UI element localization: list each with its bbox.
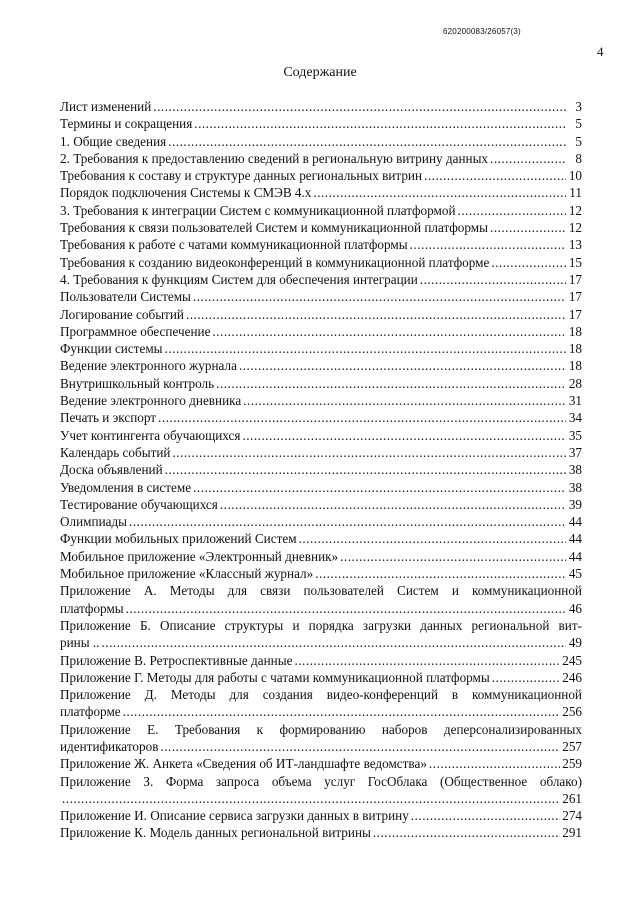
toc-entry-title: Порядок подключения Системы к СМЭВ 4.х bbox=[60, 185, 312, 201]
dot-leader bbox=[193, 288, 566, 305]
toc-page-number: 17 bbox=[568, 306, 582, 322]
toc-page-number: 13 bbox=[568, 237, 582, 253]
document-id: 620200083/26057(3) bbox=[443, 27, 521, 36]
toc-page-number: 49 bbox=[568, 635, 582, 651]
toc-entry[interactable] bbox=[60, 807, 582, 824]
toc-entry[interactable] bbox=[60, 427, 582, 444]
dot-leader bbox=[490, 150, 566, 167]
toc-entry[interactable] bbox=[60, 133, 582, 150]
page-number: 4 bbox=[597, 44, 604, 59]
toc-entry[interactable] bbox=[60, 254, 582, 271]
dot-leader bbox=[429, 755, 560, 772]
toc-entry-title: Мобильное приложение «Электронный дневник» bbox=[60, 548, 339, 564]
toc-entry[interactable] bbox=[60, 479, 582, 496]
dot-leader bbox=[158, 409, 566, 426]
toc-entry[interactable] bbox=[60, 271, 582, 288]
dot-leader bbox=[194, 115, 566, 132]
toc-entry-title: Олимпиады bbox=[60, 514, 128, 530]
toc-entry[interactable] bbox=[60, 565, 582, 582]
toc-entry[interactable] bbox=[60, 167, 582, 184]
dot-leader bbox=[129, 513, 566, 530]
toc-entry-title: Печать и экспорт bbox=[60, 410, 157, 426]
toc-page-number: 18 bbox=[568, 323, 582, 339]
toc-entry[interactable] bbox=[60, 617, 582, 652]
dot-leader bbox=[313, 184, 566, 201]
toc-page-number: 291 bbox=[562, 825, 582, 841]
toc-entry-title-line2: идентификаторов bbox=[60, 738, 159, 754]
dot-leader bbox=[168, 133, 566, 150]
dot-leader bbox=[216, 375, 566, 392]
toc-entry-title-line1: Приложение Е. Требования к формированию наборов деперсонализированных bbox=[60, 721, 582, 737]
toc-entry[interactable] bbox=[60, 115, 582, 132]
toc-entry-title: Ведение электронного дневника bbox=[60, 393, 242, 409]
toc-page-number: 246 bbox=[562, 669, 582, 685]
toc-entry-title: Тестирование обучающихся bbox=[60, 496, 218, 512]
toc-entry-title: Внутришкольный контроль bbox=[60, 375, 215, 391]
table-of-contents bbox=[60, 98, 582, 842]
toc-entry-title: Мобильное приложение «Классный журнал» bbox=[60, 566, 314, 582]
toc-page-number: 37 bbox=[568, 444, 582, 460]
toc-entry[interactable] bbox=[60, 548, 582, 565]
toc-entry[interactable] bbox=[60, 288, 582, 305]
toc-page-number: 245 bbox=[562, 652, 582, 668]
dot-leader bbox=[242, 427, 566, 444]
dot-leader bbox=[172, 444, 566, 461]
toc-page-number: 261 bbox=[562, 790, 582, 806]
dot-leader bbox=[299, 530, 566, 547]
toc-entry[interactable] bbox=[60, 530, 582, 547]
dot-leader bbox=[492, 669, 560, 686]
toc-entry[interactable] bbox=[60, 219, 582, 236]
dot-leader bbox=[243, 392, 566, 409]
toc-entry-title: 4. Требования к функциям Систем для обеспечения интеграции bbox=[60, 271, 418, 287]
toc-entry[interactable] bbox=[60, 513, 582, 530]
toc-entry[interactable] bbox=[60, 98, 582, 115]
toc-entry[interactable] bbox=[60, 340, 582, 357]
toc-entry[interactable] bbox=[60, 755, 582, 772]
toc-page-number: 38 bbox=[568, 462, 582, 478]
page-title: Содержание bbox=[283, 65, 357, 80]
toc-entry-title: 2. Требования к предоставлению сведений в региональную витрину данных bbox=[60, 150, 489, 166]
toc-entry-title: Требования к связи пользователей Систем и коммуникационной платформы bbox=[60, 220, 488, 236]
toc-page-number: 12 bbox=[568, 202, 582, 218]
toc-page-number: 44 bbox=[568, 548, 582, 564]
toc-entry-title-line1: Приложение З. Форма запроса объема услуг ГосОблака (Общественное облако) bbox=[60, 773, 582, 789]
toc-entry-title: Программное обеспечение bbox=[60, 323, 211, 339]
toc-entry-title-line2: платформе bbox=[60, 704, 121, 720]
toc-page-number: 44 bbox=[568, 514, 582, 530]
toc-entry[interactable] bbox=[60, 461, 582, 478]
toc-entry[interactable] bbox=[60, 444, 582, 461]
dot-leader bbox=[220, 496, 566, 513]
dot-leader bbox=[458, 202, 566, 219]
dot-leader bbox=[153, 98, 566, 115]
toc-page-number: 274 bbox=[562, 808, 582, 824]
toc-entry-title: 3. Требования к интеграции Систем с коммуникационной платформой bbox=[60, 202, 456, 218]
toc-entry-title: Требования к созданию видеоконференций в коммуникационной платформе bbox=[60, 254, 490, 270]
toc-entry-title: Термины и сокращения bbox=[60, 116, 193, 132]
toc-entry-title: Доска объявлений bbox=[60, 462, 163, 478]
dot-leader bbox=[340, 548, 566, 565]
toc-page-number: 28 bbox=[568, 375, 582, 391]
dot-leader bbox=[420, 271, 566, 288]
toc-page-number: 12 bbox=[568, 220, 582, 236]
toc-entry[interactable] bbox=[60, 323, 582, 340]
toc-entry[interactable] bbox=[60, 773, 582, 808]
toc-entry[interactable] bbox=[60, 150, 582, 167]
toc-entry-title: Функции системы bbox=[60, 341, 163, 357]
toc-page-number: 45 bbox=[568, 566, 582, 582]
toc-entry-title-line1: Приложение Б. Описание структуры и порядка загрузки данных региональной вит- bbox=[60, 617, 582, 633]
toc-entry-title: Требования к составу и структуре данных региональных витрин bbox=[60, 168, 423, 184]
toc-entry[interactable] bbox=[60, 184, 582, 201]
toc-entry-title: Календарь событий bbox=[60, 444, 171, 460]
toc-entry[interactable] bbox=[60, 236, 582, 253]
toc-page-number: 17 bbox=[568, 289, 582, 305]
toc-entry-title: Требования к работе с чатами коммуникационной платформы bbox=[60, 237, 408, 253]
toc-page-number: 38 bbox=[568, 479, 582, 495]
dot-leader bbox=[424, 167, 566, 184]
toc-entry[interactable] bbox=[60, 496, 582, 513]
dot-leader bbox=[212, 323, 566, 340]
toc-entry[interactable] bbox=[60, 357, 582, 374]
toc-page-number: 46 bbox=[568, 600, 582, 616]
toc-entry-title: Пользователи Системы bbox=[60, 289, 191, 305]
toc-page-number: 31 bbox=[568, 393, 582, 409]
toc-page-number: 34 bbox=[568, 410, 582, 426]
toc-entry-title: Уведомления в системе bbox=[60, 479, 192, 495]
toc-entry[interactable] bbox=[60, 824, 582, 841]
dot-leader bbox=[126, 600, 566, 617]
toc-page-number: 39 bbox=[568, 496, 582, 512]
toc-page-number: 259 bbox=[562, 756, 582, 772]
toc-entry-title: Приложение В. Ретроспективные данные bbox=[60, 652, 293, 668]
toc-entry-title: Приложение И. Описание сервиса загрузки данных в витрину bbox=[60, 808, 409, 824]
toc-entry-title: Учет контингента обучающихся bbox=[60, 427, 241, 443]
toc-entry[interactable] bbox=[60, 306, 582, 323]
toc-entry-title: Приложение Г. Методы для работы с чатами коммуникационной платформы bbox=[60, 669, 490, 685]
dot-leader bbox=[101, 634, 566, 651]
toc-entry-title: 1. Общие сведения bbox=[60, 133, 167, 149]
dot-leader bbox=[186, 306, 566, 323]
dot-leader bbox=[491, 254, 566, 271]
toc-page-number: 11 bbox=[569, 185, 582, 201]
toc-page-number: 18 bbox=[568, 341, 582, 357]
toc-page-number: 18 bbox=[568, 358, 582, 374]
toc-page-number: 256 bbox=[562, 704, 582, 720]
toc-page-number: 44 bbox=[568, 531, 582, 547]
toc-entry-title: Приложение К. Модель данных региональной витрины bbox=[60, 825, 371, 841]
toc-page-number: 15 bbox=[568, 254, 582, 270]
toc-entry[interactable] bbox=[60, 721, 582, 756]
toc-entry[interactable] bbox=[60, 669, 582, 686]
dot-leader bbox=[123, 703, 561, 720]
dot-leader bbox=[165, 461, 566, 478]
toc-entry[interactable] bbox=[60, 652, 582, 669]
toc-entry[interactable] bbox=[60, 686, 582, 721]
toc-page-number: 8 bbox=[575, 150, 582, 166]
toc-entry[interactable] bbox=[60, 375, 582, 392]
toc-page-number: 35 bbox=[568, 427, 582, 443]
toc-entry-title-line2: рины .. bbox=[60, 635, 100, 651]
dot-leader bbox=[294, 652, 560, 669]
toc-entry-title: Ведение электронного журнала bbox=[60, 358, 237, 374]
dot-leader bbox=[62, 790, 560, 807]
toc-page-number: 17 bbox=[568, 271, 582, 287]
toc-entry-title: Лист изменений bbox=[60, 99, 152, 114]
toc-page-number: 3 bbox=[575, 99, 582, 114]
toc-page-number: 257 bbox=[562, 738, 582, 754]
dot-leader bbox=[165, 340, 566, 357]
toc-entry-title-line1: Приложение А. Методы для связи пользователей Систем и коммуникационной bbox=[60, 583, 582, 599]
toc-entry[interactable] bbox=[60, 202, 582, 219]
toc-entry[interactable] bbox=[60, 409, 582, 426]
dot-leader bbox=[411, 807, 560, 824]
dot-leader bbox=[193, 479, 566, 496]
toc-entry-title: Логирование событий bbox=[60, 306, 184, 322]
toc-page-number: 10 bbox=[568, 168, 582, 184]
toc-entry[interactable] bbox=[60, 582, 582, 617]
toc-page-number: 5 bbox=[575, 133, 582, 149]
toc-entry-title: Приложение Ж. Анкета «Сведения об ИТ-ландшафте ведомства» bbox=[60, 756, 427, 772]
toc-entry-title: Функции мобильных приложений Систем bbox=[60, 531, 297, 547]
toc-entry-title-line1: Приложение Д. Методы для создания видео-конференций в коммуникационной bbox=[60, 687, 582, 703]
dot-leader bbox=[239, 357, 566, 374]
toc-entry[interactable] bbox=[60, 392, 582, 409]
dot-leader bbox=[373, 824, 560, 841]
dot-leader bbox=[490, 219, 566, 236]
toc-page-number: 5 bbox=[575, 116, 582, 132]
dot-leader bbox=[410, 236, 566, 253]
dot-leader bbox=[315, 565, 566, 582]
toc-entry-title-line2: платформы bbox=[60, 600, 124, 616]
dot-leader bbox=[160, 738, 560, 755]
